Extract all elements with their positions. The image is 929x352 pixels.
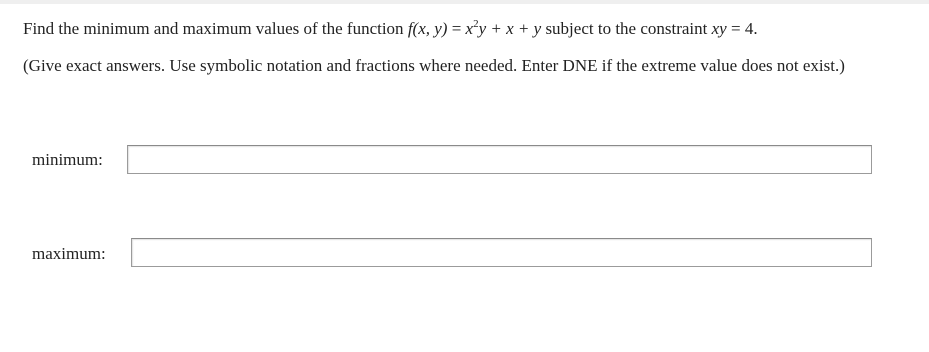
constraint-value: 4 [744,19,754,38]
function-expression [408,19,541,38]
maximum-label: maximum: [32,244,106,263]
function-lhs: f(x, y) [407,19,448,38]
minimum-label: minimum: [32,150,103,169]
question-middle: subject to the constraint [541,19,712,38]
question-text [23,18,923,42]
term-base: x [465,19,474,38]
constraint-equals: = [726,19,745,38]
instructions-text: (Give exact answers. Use symbolic notation and fractions where needed. Enter DNE if the extreme value does not exist.) [23,56,845,75]
top-border [0,0,929,4]
term-rest: y + x + y [478,19,542,38]
minimum-input[interactable] [127,145,872,174]
constraint-expression [712,19,754,38]
maximum-input[interactable] [131,238,872,267]
exponent: 2 [473,18,479,30]
constraint-lhs: xy [711,19,727,38]
question-prefix: Find the minimum and maximum values of the function [23,19,408,38]
equals-sign: = [447,19,466,38]
question-suffix: . [753,19,758,38]
